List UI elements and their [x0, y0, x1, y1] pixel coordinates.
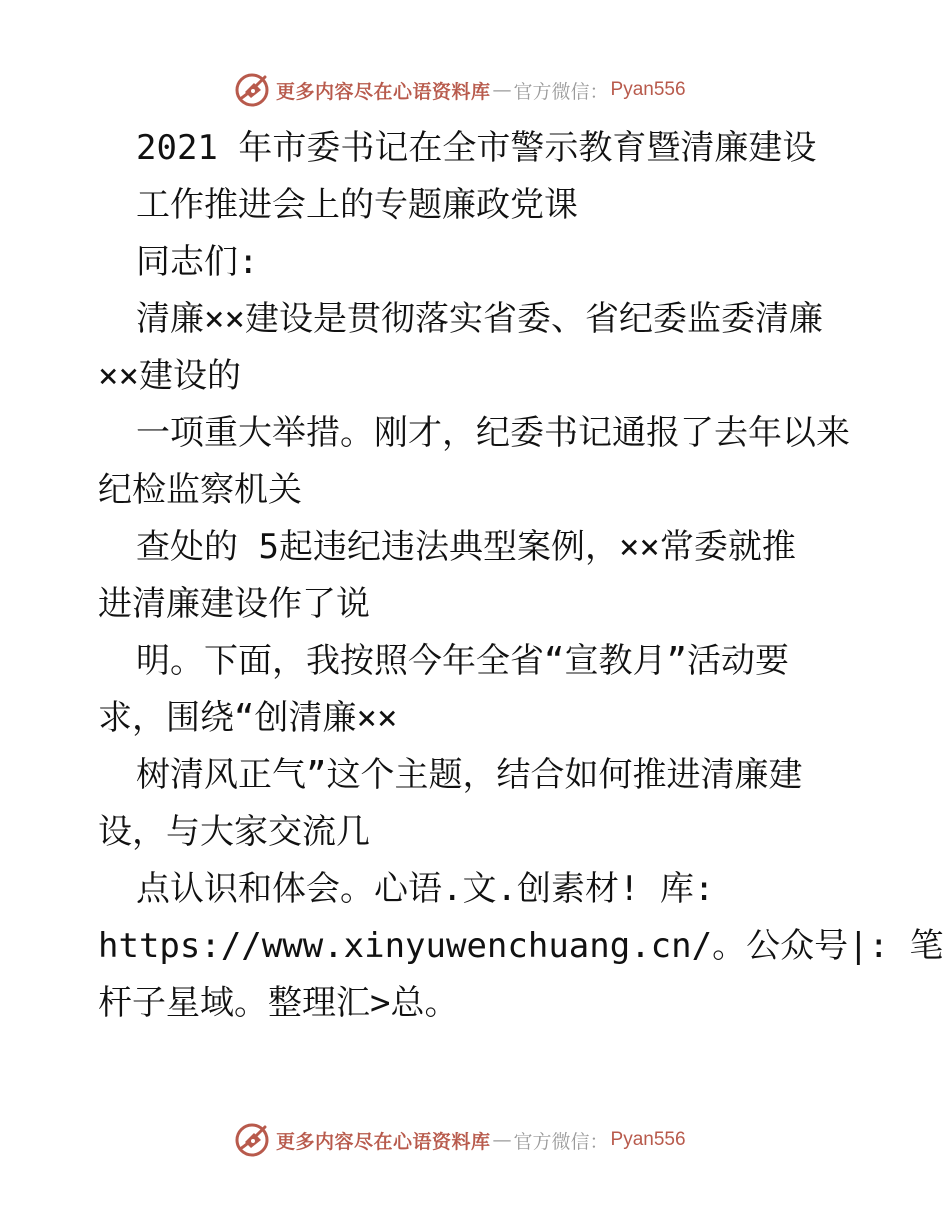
body-line: 清廉××建设是贯彻落实省委、省纪委监委清廉	[136, 299, 823, 339]
body-line: 一项重大举措。刚才，纪委书记通报了去年以来	[136, 413, 850, 453]
body-line: 查处的 5起违纪违法典型案例，××常委就推	[136, 527, 796, 567]
body-line: 明。下面，我按照今年全省“宣教月”活动要	[136, 641, 789, 681]
watermark-id: Pyan556	[610, 79, 686, 100]
pen-logo-icon	[234, 72, 270, 108]
body-line: 进清廉建设作了说	[98, 584, 370, 624]
pen-logo-icon	[234, 1122, 270, 1158]
footer-watermark	[234, 1122, 686, 1158]
watermark-text: 更多内容尽在心语资料库	[276, 1130, 491, 1153]
watermark-label: 官方微信：	[513, 1130, 609, 1153]
body-line: 设，与大家交流几	[98, 812, 370, 852]
body-line: 纪检监察机关	[98, 470, 302, 510]
body-line: 求，围绕“创清廉××	[98, 698, 398, 738]
body-line: 树清风正气”这个主题，结合如何推进清廉建	[136, 755, 803, 795]
salutation: 同志们:	[136, 242, 259, 282]
body-line: 杆子星域。整理汇>总。	[98, 983, 459, 1023]
title-line-1: 2021 年市委书记在全市警示教育暨清廉建设	[136, 128, 817, 168]
watermark-id: Pyan556	[610, 1129, 686, 1150]
watermark-label: 官方微信：	[513, 80, 609, 103]
watermark-text: 更多内容尽在心语资料库	[276, 80, 491, 103]
watermark-separator: —	[492, 1129, 512, 1151]
body-line: 点认识和体会。心语.文.创素材! 库:	[136, 869, 715, 909]
watermark-separator: —	[492, 79, 512, 101]
document-body	[98, 120, 944, 1032]
title-line-2: 工作推进会上的专题廉政党课	[136, 185, 578, 225]
body-line: https://www.xinyuwenchuang.cn/。公众号|: 笔	[98, 926, 944, 966]
header-watermark	[234, 72, 686, 108]
body-line: ××建设的	[98, 356, 241, 396]
